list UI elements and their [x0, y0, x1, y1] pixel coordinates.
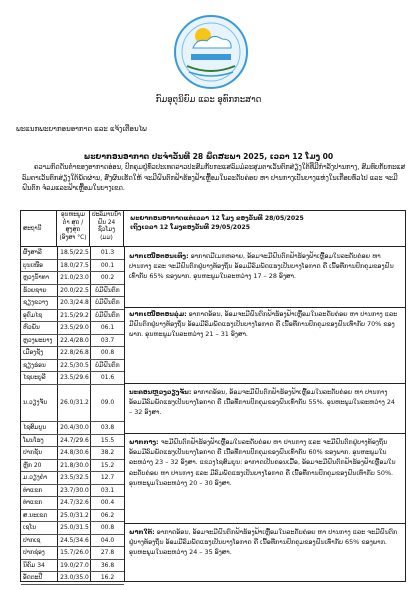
temperature-cell: 22.5/30.5 [60, 361, 89, 369]
station-name: ອັດຕະປື [23, 574, 43, 581]
station-name: ປາກຊ່ອງ [23, 549, 45, 556]
station-name: ທ່າແຂກ [23, 486, 43, 494]
rainfall-cell: ບໍ່ມີຝົນຕົກ [95, 286, 120, 294]
table-row [21, 497, 124, 510]
rainfall-cell: 09.0 [100, 399, 115, 407]
rainfall-cell: 36.8 [100, 561, 115, 569]
station-name: ໂພນໂຮງ [23, 436, 44, 444]
col-rain-header: ປະລິມານນ້ຳຝົນ 24 ຊົ່ວໂມງ (ມມ) [90, 211, 124, 247]
temperature-cell: 20.4/30.0 [60, 424, 89, 431]
rainfall-cell: 06.2 [100, 511, 115, 519]
temperature-cell: 20.0/22.5 [60, 286, 89, 294]
rainfall-cell: 00.2 [100, 274, 115, 281]
temperature-cell: 21.0/23.0 [60, 274, 89, 281]
temperature-cell: 18.0/27.5 [60, 261, 89, 269]
table-row [21, 460, 124, 473]
rainfall-cell: 06.1 [100, 324, 115, 331]
table-row [21, 372, 124, 385]
table-row [21, 247, 124, 260]
rainfall-cell: ບໍ່ມີຝົນຕົກ [95, 299, 120, 306]
rainfall-cell: ບໍ່ມີຝົນຕົກ [95, 361, 120, 369]
region-text: ຈະມີຝົນຕົກຟ້າຮ້ອງຟ້າເຫຼື້ອມໃນລະດັບຄ່ອຍ ຫາ ປານກາງ ແລະ ຈະມີຝົນຕົກຢູ່ບາງທ້ອງຖິ່ນ ອ້ອມມີລົມພັດແຮງເປັນບາງໂອກາດ ຄື ເນື້ອທີ່ການປົກຄຸມຂອງຝົນເທົ່າກັບ 60% ຂອງພາກ. ອຸນຫະພູມໃນລະຫວ່າງ 23 – 32 ອົງສາ. ແຂວງໄຊສົມບູນ: ອາກາດເປັນຄອນເມື້ອ, ອ້ອມຈະມີຝົນຕົກຟ້າຮ້ອງຟ້າເຫຼື້ອມໃນລະດັບຄ່ອຍ ຫາ ປານກາງ ແລະ ມີລົມພັດແຮງເປັນບາງໂອກາດ ຄື ເນື້ອທີ່ການປົກຄຸມຂອງຝົນເທົ່າກັບ 50%. ອຸນຫະພູມໃນລະຫວ່າງ 20 – 30 ອົງສາ. [129, 438, 396, 487]
table-row [21, 510, 124, 523]
temperature-cell: 24.5/34.6 [60, 536, 89, 544]
station-name: ສ.ນະເຂດ [23, 511, 48, 519]
region-name: ນະຄອນຫຼວງວຽງຈັນ: [129, 388, 192, 396]
region-central [125, 437, 403, 488]
rainfall-cell: 27.8 [100, 549, 115, 556]
station-name: ນ.ວຽງຈັນ [23, 399, 48, 407]
table-row [21, 285, 124, 298]
region-south [125, 527, 403, 558]
table-row [21, 547, 124, 560]
forecast-header [124, 211, 405, 247]
rainfall-cell: ບໍ່ມີຝົນຕົກ [95, 311, 120, 319]
rainfall-cell: 03.7 [100, 336, 115, 344]
region-vientiane [125, 387, 403, 418]
table-row [21, 310, 124, 323]
station-name: ມ.ວຽງຄຳ [23, 474, 48, 481]
station-name: ເຊໂນ [23, 524, 37, 531]
station-name: ຮ້ວຍຊາຍ [23, 286, 47, 294]
rainfall-cell: 00.8 [100, 524, 115, 531]
forecast-subtitle: ເຖິງເວລາ 12 ໂມງຂອງວັນທີ 29/05/2025 [130, 224, 251, 231]
temperature-cell: 19.0/27.0 [60, 561, 89, 569]
temperature-cell: 23.5/29.0 [60, 324, 89, 331]
station-name: ຊຽງຮ່ອນ [23, 361, 46, 369]
rainfall-cell: 03.1 [100, 486, 115, 494]
temperature-cell: 22.4/28.0 [60, 336, 89, 344]
region-text: ອາກາດອ້ອນ, ອ້ອມຈະມີຝົນຕົກຟ້າຮ້ອງຟ້າເຫຼື້ອມໃນລະດັບຄ່ອຍ ຫາ ປານກາງ ແລະ ຈະມີຝົນຕົກຢູ່ບາງທ້ອງຖິ່ນ ອ້ອມມີລົມພັດແຮງເປັນບາງໂອກາດ ຄື ເນື້ອທີ່ການປົກຄຸມຂອງຝົນເທົ່າກັບ 65% ຂອງພາກ. ອຸນຫະພູມໃນລະຫວ່າງ 24 – 35 ອົງສາ. [129, 528, 398, 557]
temperature-cell: 21.8/30.0 [60, 461, 89, 469]
weather-table [20, 210, 406, 582]
temperature-cell: 20.3/24.8 [60, 299, 89, 306]
region-text: ອາກາດອ້ອນ, ອ້ອມຈະມີຝົນຕົກຟ້າຮ້ອງຟ້າເຫຼື້ອມໃນລະດັບຄ່ອຍ ຫາ ປານກາງ ອ້ອມມີລົມພັດແຮງເປັນບາງໂອກາດ ຄື ເນື້ອທີ່ການປົກຄຸມຂອງຝົນເທົ່າກັບ 55%. ອຸນຫະພູມໃນລະຫວ່າງ 24 – 32 ອົງສາ. [129, 388, 395, 417]
station-name: ເມືອງຊັງ [23, 349, 44, 356]
temperature-cell: 25.0/31.2 [60, 511, 89, 519]
table-row [21, 297, 124, 310]
table-row [21, 560, 124, 573]
table-row [21, 260, 124, 273]
forecast-title: ພະຍາກອນອາກາດແຕ່ເວລາ 12 ໂມງ ຂອງວັນທີ 28/05/2025 [130, 215, 304, 222]
division-name: ພະແນກພະຍາກອນອາກາດ ແລະ ແຈ້ງເຕືອນໄພ [16, 125, 147, 133]
table-row [21, 485, 124, 498]
report-title: ພະຍາກອນອາກາດ ປະຈຳວັນທີ 28 ພຶດສະພາ 2025, ເວລາ 12 ໂມງ 00 [83, 152, 334, 161]
temperature-cell: 26.0/31.2 [60, 399, 89, 407]
temperature-cell: 23.0/35.0 [60, 574, 89, 581]
table-row [21, 435, 124, 448]
region-name: ພາກໃຕ້: [129, 528, 155, 536]
region-north-upper [125, 251, 403, 282]
station-name: ໄຊຍະບູລີ [23, 374, 46, 381]
temperature-cell: 22.8/26.8 [60, 349, 89, 356]
table-row [21, 385, 124, 423]
region-name: ພາກກາງ: [129, 438, 159, 446]
table-row [21, 522, 124, 535]
rainfall-cell: 15.2 [100, 461, 115, 469]
department-logo [173, 14, 249, 90]
col-station-header: ສະຖານີ [21, 211, 57, 247]
table-row [21, 472, 124, 485]
region-text: ອາກາດອ້ອນ, ອ້ອມຈະມີຝົນຕົກຟ້າຮ້ອງຟ້າເຫຼື້ອມໃນລະດັບຄ່ອຍ ຫາ ປານກາງ ແລະ ມີຝົນຕົກຢູ່ບາງທ້ອງຖິ່ນ ອ້ອມມີລົມພັດແຮງເປັນບາງໂອກາດ ຄື ເນື້ອທີ່ການປົກຄຸມຂອງຝົນເທົ່າກັບ 70% ຂອງພາກ. ອຸນຫະພູມໃນລະຫວ່າງ 21 – 31 ອົງສາ. [129, 310, 398, 339]
station-name: ຫຼວງພະບາງ [23, 336, 53, 344]
table-row [21, 422, 124, 435]
rainfall-cell: 00.4 [100, 499, 115, 506]
table-row [21, 347, 124, 360]
rainfall-cell: 12.7 [100, 474, 115, 481]
rainfall-cell: 00.1 [100, 261, 115, 269]
table-row [21, 322, 124, 335]
temperature-cell: 23.5/29.6 [60, 374, 89, 381]
station-name: ບຸນເໜືອ [23, 261, 43, 269]
table-row [21, 572, 124, 585]
rainfall-cell: 00.8 [100, 349, 115, 356]
region-north-lower [125, 309, 403, 340]
station-name: ທ່າແຂກ [23, 499, 43, 506]
station-name: ຫຼັກ 20 [23, 461, 42, 469]
station-name: ຫຼວງນ້ຳທາ [23, 274, 49, 281]
temperature-cell: 24.8/30.6 [60, 449, 89, 456]
region-text: ອາກາດມີເມກຫລາຍ, ອ້ອມຈະມີຝົນຕົກຟ້າຮ້ອງຟ້າເຫຼື້ອມໃນລະດັບຄ່ອຍ ຫາ ປານກາງ ແລະ ຈະມີຝົນຕົກຢູ່ບາງທ້ອງຖິ່ນ ອ້ອມມີລົມພັດແຮງເປັນບາງໂອກາດ ຄື ເນື້ອທີ່ການປົກຄຸມຂອງຝົນເທົ່າກັບ 65% ຂອງພາກ. ອຸນຫະພູມໃນລະຫວ່າງ 17 – 28 ອົງສາ. [129, 252, 394, 281]
table-row [21, 272, 124, 285]
intro-paragraph: ຄວາມກົດດັນຕ່ຳຂອງອາກາດອ່ອນ, ປົກຄຸມຢູ່ທົ່ວປະເທດລາວປະສົມກັບກະແສລົມມໍລະສຸມຕາເວັນຕົກສ່ຽງໃຕ້ທີ່ມີກຳລັງປານກາງ, ສົມທົບກັບກະແສລົມຕາເວັນຕົກສ່ຽງໃຕ້ພັດຜ່ານ, ສົ່ງຜົນເຮັດໃຫ້ ຈະມີຝົນຕົກຟ້າຮ້ອງຟ້າເຫຼື້ອມໃນລະດັບຄ່ອຍ ຫາ ປານກາງເປັນບາງແຫ່ງໃນເກືອບທົ່ວໄປ ແລະ ຈະມີຝົນຕົກ ຈໍ່ລມແລະຟ້າເຫຼື້ອມໃນບາງເຂດ. [22, 163, 406, 192]
department-name: ກົມອຸຕຸນິຍົມ ແລະ ອຸທົກກະສາດ [155, 95, 262, 105]
temperature-cell: 18.5/22.5 [60, 249, 89, 256]
region-separator [124, 307, 405, 308]
temperature-cell: 15.7/26.0 [60, 549, 89, 556]
region-separator [124, 523, 405, 524]
region-separator [124, 433, 405, 434]
rainfall-cell: 01.6 [100, 374, 115, 381]
temperature-cell: 23.7/30.0 [60, 486, 89, 494]
station-name: ຊຽງຂວາງ [23, 299, 48, 306]
rainfall-cell: 16.2 [100, 574, 115, 581]
rainfall-cell: 03.8 [100, 424, 115, 431]
temperature-cell: 23.5/32.5 [60, 474, 89, 481]
rainfall-cell: 04.0 [100, 536, 115, 544]
rainfall-cell: 38.2 [100, 449, 115, 456]
rainfall-cell: 01.3 [100, 249, 115, 256]
table-row [21, 447, 124, 460]
station-name: ນິຄົມ 34 [23, 561, 45, 569]
temperature-cell: 24.7/29.6 [60, 436, 89, 444]
station-name: ຫົວພັນ [23, 324, 40, 331]
table-row [21, 535, 124, 548]
region-name: ພາກເໜືອຕອນເທິງ: [129, 252, 189, 260]
region-name: ພາກເໜືອຕອນລຸ່ມ: [129, 310, 187, 318]
station-name: ຜົ້ງສາລີ [23, 249, 42, 256]
temperature-cell: 25.0/31.5 [60, 524, 89, 531]
col-temp-header: ອຸນຫະພູມ ຕ່ຳ ສຸດ / ສູງສຸດ (ອົງສາ °C) [57, 211, 90, 247]
temperature-cell: 21.5/29.2 [60, 311, 89, 319]
table-row [21, 335, 124, 348]
station-name: ອຸດົມໄຊ [23, 311, 43, 319]
station-name: ປາກຊັນ [23, 449, 43, 456]
station-name: ໄຊສົມບູນ [23, 424, 47, 431]
rainfall-cell: 15.5 [100, 436, 115, 444]
temperature-cell: 24.7/32.6 [60, 499, 89, 506]
table-row [21, 360, 124, 373]
region-separator [124, 383, 405, 384]
station-name: ປາກເຊ [23, 536, 41, 544]
